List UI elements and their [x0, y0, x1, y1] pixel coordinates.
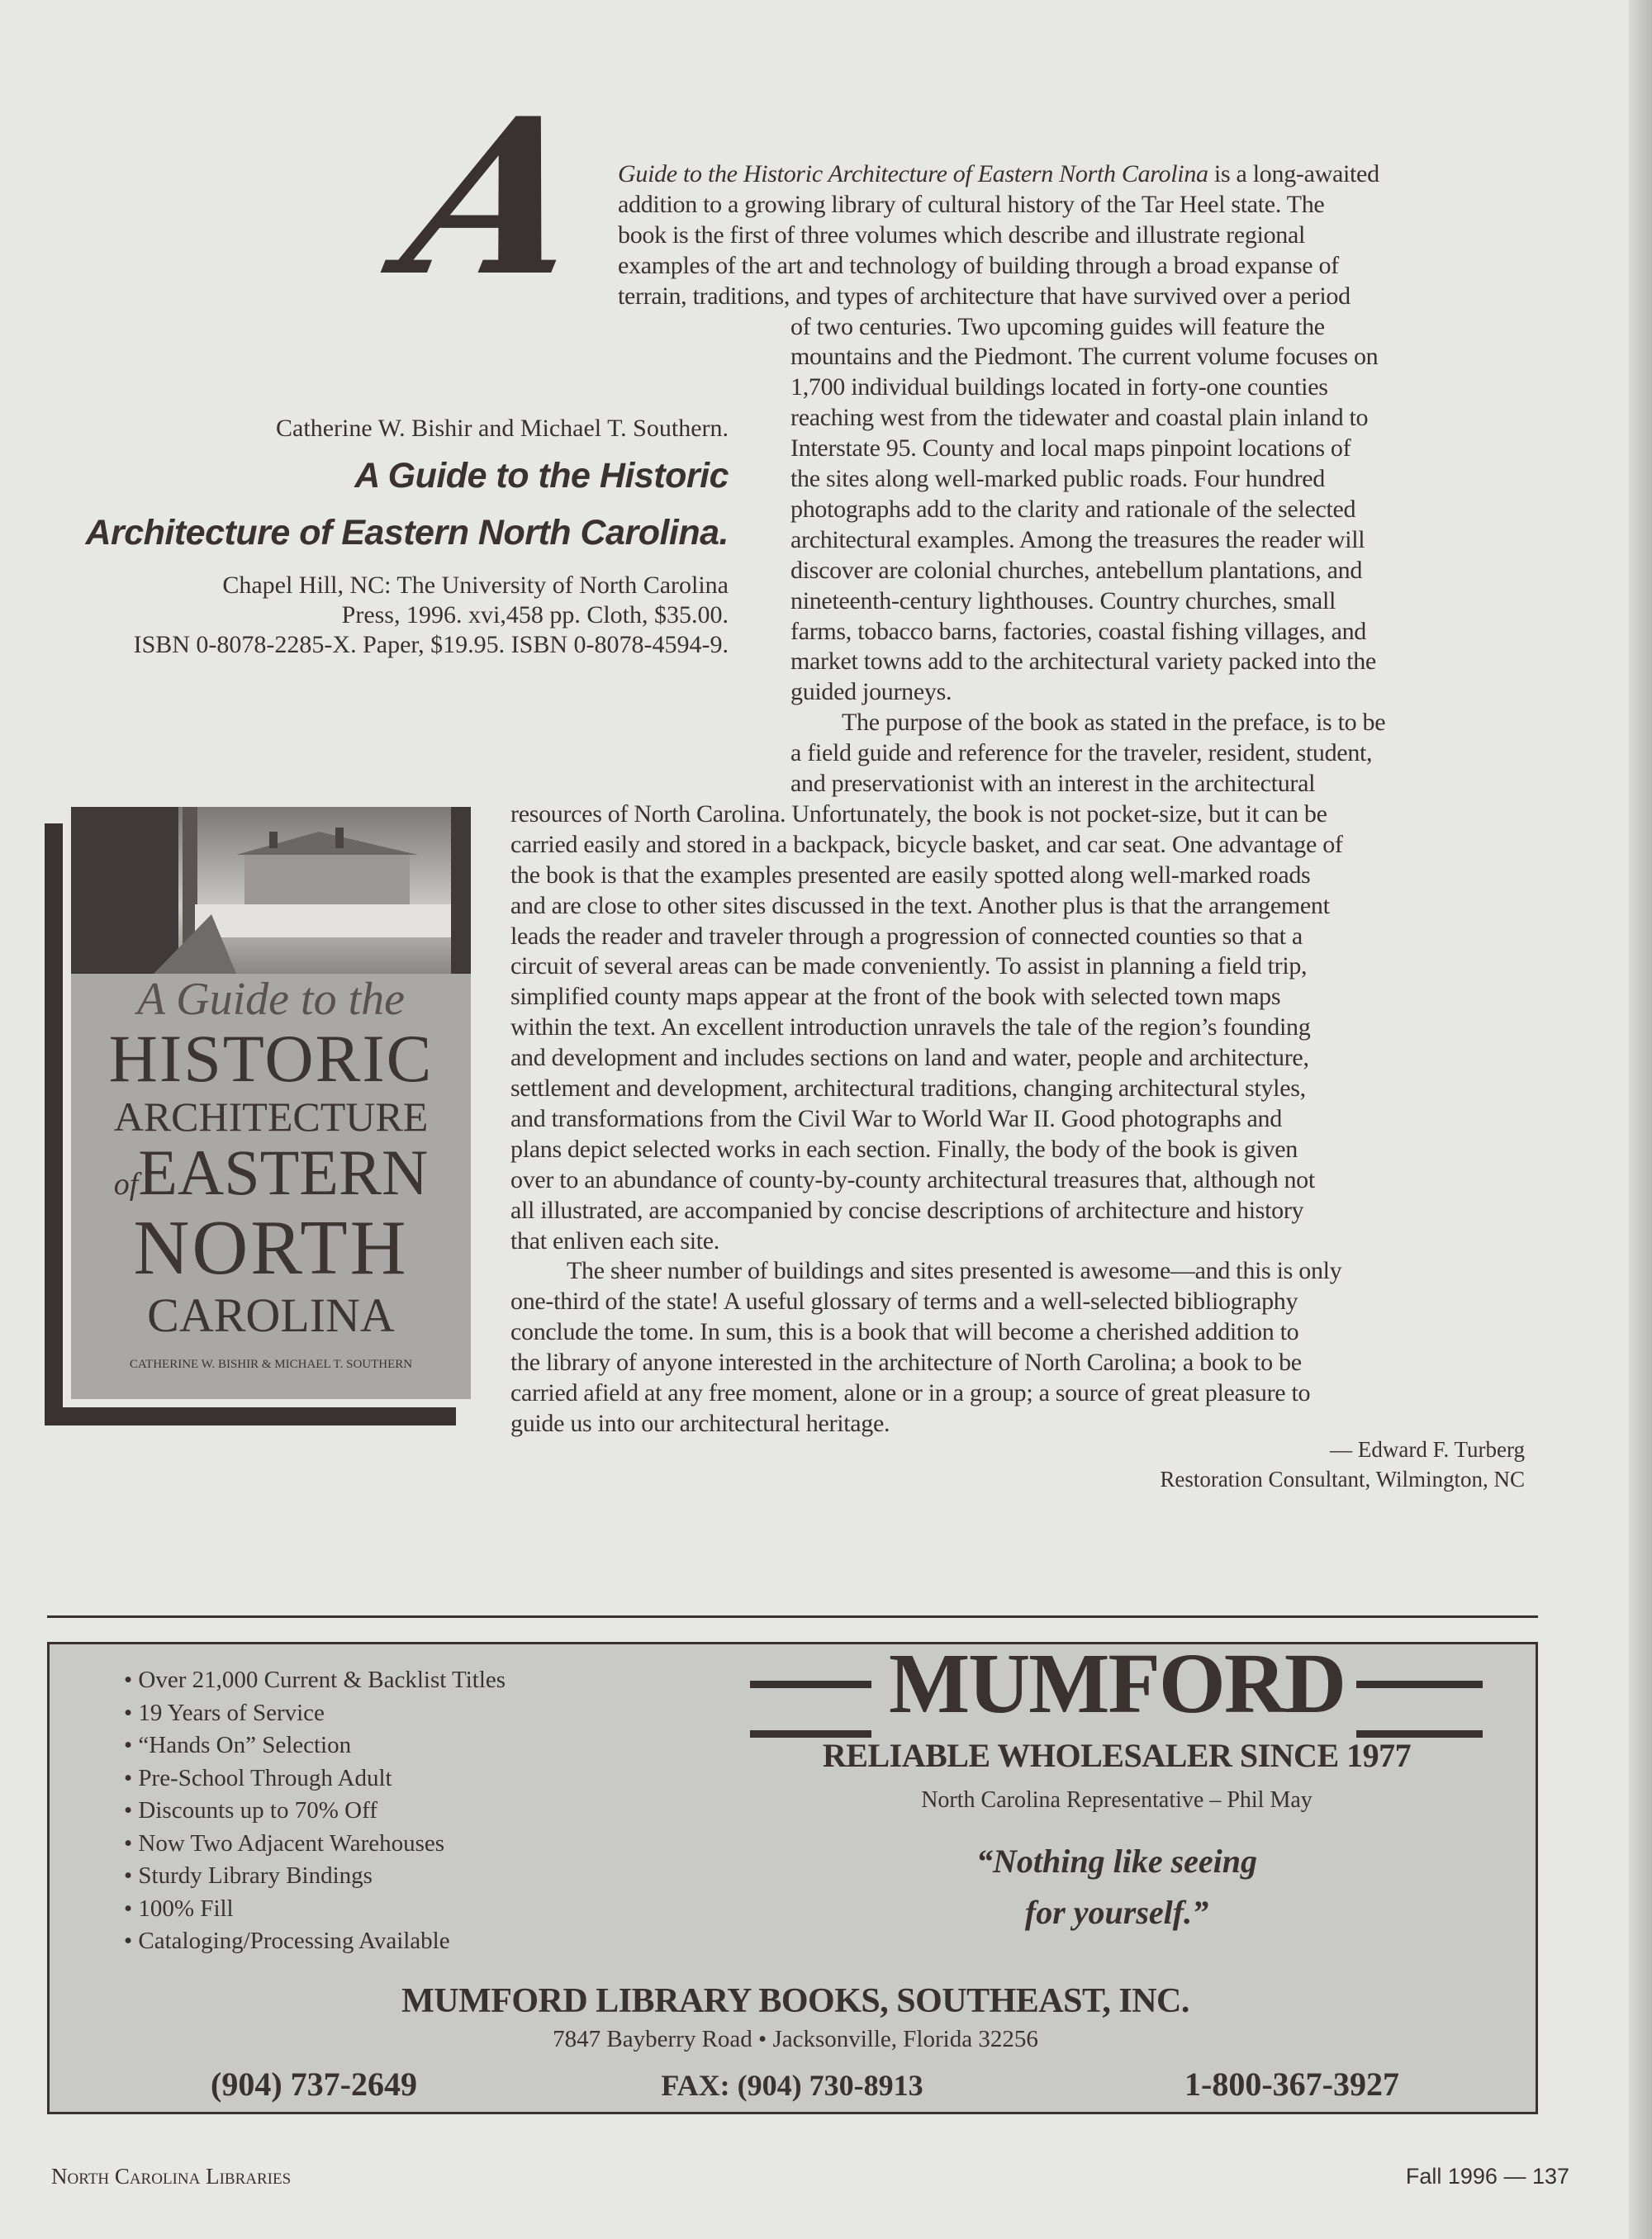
feature-list-item — [124, 1860, 373, 1891]
brand-tagline: RELIABLE WHOLESALER SINCE 1977 — [822, 1737, 1412, 1774]
cover-title-line1: A Guide to the — [136, 974, 406, 1025]
feature-list-item — [124, 1729, 351, 1761]
mumford-advertisement — [47, 1636, 1538, 2114]
review-line: leads the reader and traveler through a progression of connected counties so that a — [510, 922, 1303, 950]
citation-authors: Catherine W. Bishir and Michael T. Southern. — [276, 415, 729, 442]
page-edge — [1629, 0, 1652, 2239]
review-line: carried easily and stored in a backpack, bicycle basket, and car seat. One advantage of — [510, 830, 1343, 858]
review-line: and transformations from the Civil War to World War II. Good photographs and — [510, 1104, 1282, 1132]
section-divider — [47, 1615, 1538, 1618]
feature-text: “Hands On” Selection — [138, 1732, 352, 1758]
review-line: resources of North Carolina. Unfortunately, the book is not pocket-size, but it can be — [510, 799, 1327, 828]
review-line: Interstate 95. County and local maps pinpoint locations of — [790, 434, 1351, 463]
drop-cap: A — [386, 72, 607, 324]
quote-line2: for yourself.” — [1024, 1894, 1209, 1931]
house-photo-illustration — [71, 807, 471, 974]
review-line: settlement and development, architectural traditions, changing architectural styles, — [510, 1074, 1306, 1102]
book-cover-image — [71, 807, 471, 1399]
review-line: plans depict selected works in each section. Finally, the body of the book is given — [510, 1135, 1298, 1163]
feature-text: Sturdy Library Bindings — [138, 1862, 373, 1889]
feature-text: Over 21,000 Current & Backlist Titles — [138, 1667, 506, 1693]
review-line: guide us into our architectural heritage. — [510, 1409, 890, 1437]
review-book-title: Guide to the Historic Architecture of Eastern North Carolina — [618, 160, 1208, 187]
review-line: The sheer number of buildings and sites presented is awesome—and this is only — [567, 1257, 1342, 1285]
review-line: reaching west from the tidewater and coastal plain inland to — [790, 404, 1369, 432]
feature-list-item — [124, 1893, 234, 1924]
review-line: and are close to other sites discussed in the text. Another plus is that the arrangement — [510, 891, 1330, 919]
cover-title-line6: CAROLINA — [147, 1288, 395, 1342]
cover-of: of — [113, 1167, 139, 1202]
feature-list-item — [124, 1664, 506, 1696]
review-line: conclude the tome. In sum, this is a book that will become a cherished addition to — [510, 1318, 1299, 1346]
feature-list-item — [124, 1828, 444, 1859]
review-line: discover are colonial churches, antebellum plantations, and — [790, 556, 1363, 584]
fax-number: FAX: (904) 730-8913 — [661, 2069, 923, 2102]
citation-publisher-line2: Press, 1996. xvi,458 pp. Cloth, $35.00. — [341, 601, 729, 629]
review-line: photographs add to the clarity and rationale of the selected — [790, 495, 1356, 523]
brand-rule — [750, 1681, 871, 1688]
feature-text: Pre-School Through Adult — [138, 1764, 392, 1791]
company-name: MUMFORD LIBRARY BOOKS, SOUTHEAST, INC. — [401, 1982, 1189, 2020]
cover-title-line4 — [71, 1136, 471, 1208]
company-address: 7847 Bayberry Road • Jacksonville, Florida 32256 — [553, 2026, 1038, 2052]
footer-journal: North Carolina Libraries — [51, 2164, 292, 2189]
review-line: guided journeys. — [790, 678, 952, 706]
bullet-icon: • — [124, 1764, 139, 1791]
cover-title-line2: HISTORIC — [108, 1021, 434, 1096]
cover-title-line5: NORTH — [133, 1205, 409, 1291]
bullet-icon: • — [124, 1928, 139, 1954]
review-line: simplified county maps appear at the front of the book with selected town maps — [510, 983, 1281, 1011]
review-line: the library of anyone interested in the architecture of North Carolina; a book to be — [510, 1349, 1302, 1377]
cover-title-line3: ARCHITECTURE — [113, 1093, 429, 1140]
feature-list-item — [124, 1762, 392, 1794]
citation-isbn-line: ISBN 0-8078-2285-X. Paper, $19.95. ISBN 0-8078-4594-9. — [133, 631, 729, 658]
bullet-icon: • — [124, 1862, 139, 1889]
review-line: that enliven each site. — [510, 1226, 719, 1255]
feature-text: Discounts up to 70% Off — [138, 1797, 377, 1824]
tollfree-number: 1-800-367-3927 — [1184, 2066, 1399, 2103]
brand-name: MUMFORD — [888, 1636, 1346, 1731]
reviewer-name: — Edward F. Turberg — [1330, 1437, 1525, 1462]
review-line: circuit of several areas can be made conveniently. To assist in planning a field trip, — [510, 952, 1308, 980]
feature-text: Now Two Adjacent Warehouses — [138, 1829, 445, 1857]
review-line: within the text. An excellent introduction unravels the tale of the region’s founding — [510, 1013, 1311, 1041]
review-text: is a long-awaited — [1208, 160, 1379, 187]
review-line: nineteenth-century lighthouses. Country churches, small — [790, 586, 1336, 614]
review-line: the sites along well-marked public roads. Four hundred — [790, 465, 1325, 492]
bullet-icon: • — [124, 1797, 139, 1824]
citation-title-line1: A Guide to the Historic — [354, 456, 729, 496]
cover-shadow — [45, 823, 63, 1425]
reviewer-title: Restoration Consultant, Wilmington, NC — [1160, 1467, 1525, 1492]
review-line: terrain, traditions, and types of architecture that have survived over a period — [618, 282, 1351, 310]
feature-text: 100% Fill — [138, 1895, 234, 1922]
cover-authors: CATHERINE W. BISHIR & MICHAEL T. SOUTHERN — [129, 1358, 413, 1371]
review-line: mountains and the Piedmont. The current volume focuses on — [790, 343, 1379, 371]
review-line: The purpose of the book as stated in the preface, is to be — [842, 709, 1386, 737]
phone-number: (904) 737-2649 — [211, 2066, 417, 2103]
review-line: one-third of the state! A useful glossary of terms and a well-selected bibliography — [510, 1288, 1298, 1316]
bullet-icon: • — [124, 1667, 139, 1693]
review-line: addition to a growing library of cultural history of the Tar Heel state. The — [618, 190, 1325, 218]
review-line: a field guide and reference for the traveler, resident, student, — [790, 739, 1373, 767]
review-line: book is the first of three volumes which describe and illustrate regional — [618, 221, 1306, 249]
feature-list-item — [124, 1925, 450, 1957]
citation-publisher-line1: Chapel Hill, NC: The University of North Carolina — [222, 572, 729, 599]
quote-line1: “Nothing like seeing — [976, 1843, 1258, 1880]
bullet-icon: • — [124, 1829, 139, 1857]
review-line: of two centuries. Two upcoming guides will feature the — [790, 312, 1325, 340]
review-line: 1,700 individual buildings located in forty-one counties — [790, 373, 1328, 401]
review-line: carried afield at any free moment, alone or in a group; a source of great pleasure to — [510, 1379, 1311, 1406]
bullet-icon: • — [124, 1732, 139, 1758]
representative: North Carolina Representative – Phil May — [921, 1787, 1313, 1813]
feature-list-item — [124, 1697, 325, 1729]
review-line — [618, 159, 1379, 189]
cover-shadow — [45, 1407, 456, 1425]
bullet-icon: • — [124, 1699, 139, 1726]
feature-text: Cataloging/Processing Available — [138, 1928, 450, 1954]
cover-photo-house — [71, 807, 471, 974]
review-line: and development and includes sections on land and water, people and architecture, — [510, 1044, 1309, 1072]
brand-rule — [1356, 1681, 1483, 1688]
review-line: examples of the art and technology of building through a broad expanse of — [618, 251, 1339, 279]
footer-issue-page: Fall 1996 — 137 — [1405, 2164, 1569, 2189]
review-line: over to an abundance of county-by-county architectural treasures that, although not — [510, 1165, 1315, 1193]
feature-list-item — [124, 1795, 377, 1826]
review-line: the book is that the examples presented are easily spotted along well-marked roads — [510, 861, 1311, 889]
citation-title-line2: Architecture of Eastern North Carolina. — [85, 513, 729, 553]
review-line: and preservationist with an interest in the architectural — [790, 770, 1316, 797]
bullet-icon: • — [124, 1895, 139, 1922]
review-line: all illustrated, are accompanied by concise descriptions of architecture and history — [510, 1196, 1304, 1224]
review-line: farms, tobacco barns, factories, coastal fishing villages, and — [790, 617, 1366, 645]
review-line: market towns add to the architectural variety packed into the — [790, 648, 1376, 676]
cover-eastern: EASTERN — [138, 1136, 429, 1208]
review-line: architectural examples. Among the treasures the reader will — [790, 525, 1365, 553]
feature-text: 19 Years of Service — [138, 1699, 325, 1726]
